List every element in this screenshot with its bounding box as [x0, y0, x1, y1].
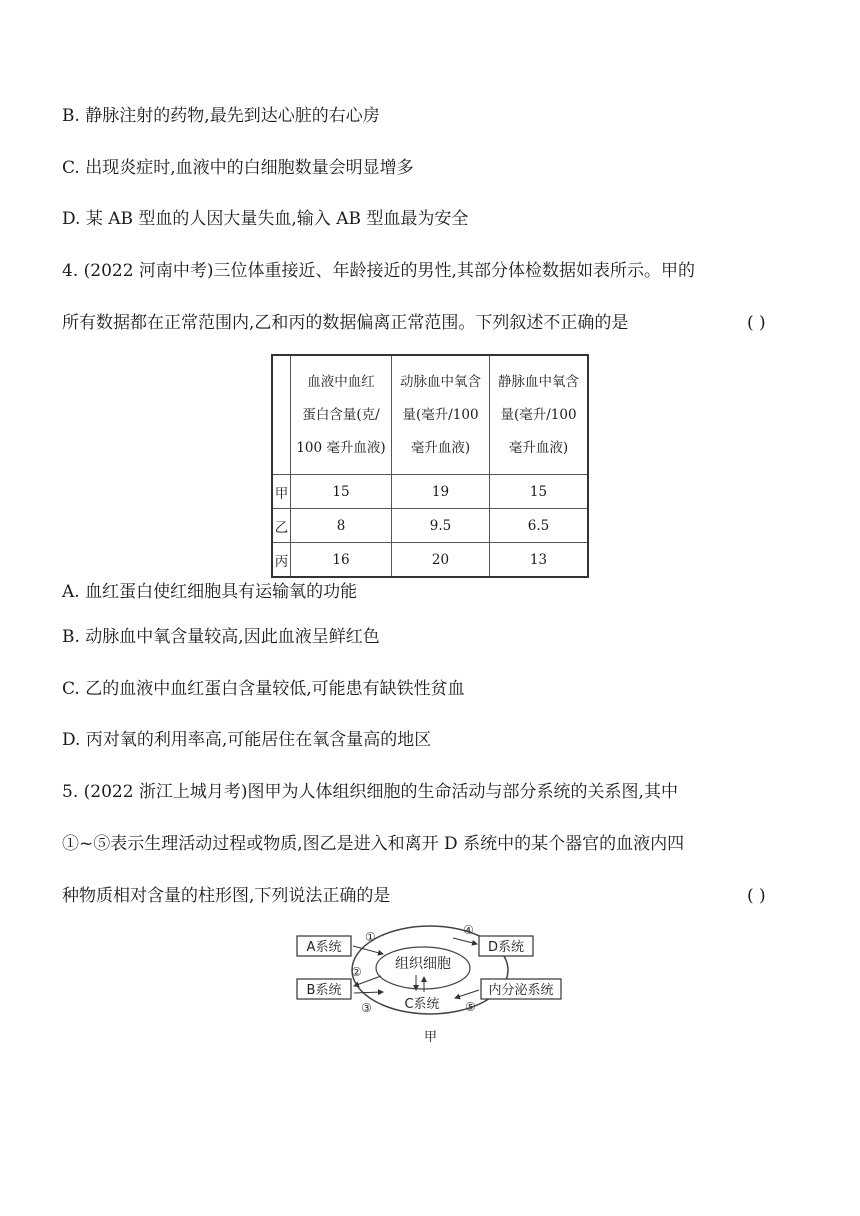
- marker-1: ①: [365, 930, 376, 944]
- cell-venous: 13: [490, 543, 589, 578]
- row-label: 乙: [272, 509, 291, 543]
- question-4-line-2: 所有数据都在正常范围内,乙和丙的数据偏离正常范围。下列叙述不正确的是: [62, 313, 629, 333]
- header-hemoglobin-line2: 蛋白含量(克/: [302, 406, 380, 423]
- marker-5: ⑤: [465, 1000, 476, 1014]
- question-5-line-1: 5. (2022 浙江上城月考)图甲为人体组织细胞的生命活动与部分系统的关系图,其中: [62, 782, 678, 802]
- option-4d: D. 丙对氧的利用率高,可能居住在氧含量高的地区: [62, 730, 432, 750]
- b-system-label: B系统: [306, 983, 342, 998]
- header-arterial-line1: 动脉血中氧含: [400, 373, 481, 390]
- answer-blank-5: ( ): [747, 886, 766, 906]
- header-hemoglobin-line3: 100 毫升血液): [296, 439, 386, 456]
- header-venous-line3: 毫升血液): [508, 439, 569, 456]
- question-5-line-2: ①~⑤表示生理活动过程或物质,图乙是进入和离开 D 系统中的某个器官的血液内四: [62, 834, 685, 854]
- marker-3: ③: [361, 1001, 372, 1015]
- option-3b: B. 静脉注射的药物,最先到达心脏的右心房: [62, 106, 380, 126]
- c-system-label: C系统: [404, 997, 440, 1012]
- table-corner-cell: [272, 355, 291, 475]
- row-label: 甲: [272, 475, 291, 509]
- table-header-row: [272, 355, 588, 475]
- arrow-4-icon: [453, 938, 477, 944]
- header-hemoglobin: [291, 355, 392, 475]
- header-arterial-line3: 毫升血液): [410, 439, 471, 456]
- cell-venous: 15: [490, 475, 589, 509]
- system-relationship-diagram: [295, 920, 565, 1020]
- header-venous-oxygen: [490, 355, 589, 475]
- marker-2: ②: [351, 965, 362, 979]
- question-5-line-3: 种物质相对含量的柱形图,下列说法正确的是: [62, 886, 391, 906]
- arrow-3-icon: [354, 992, 383, 993]
- question-4-line-1: 4. (2022 河南中考)三位体重接近、年龄接近的男性,其部分体检数据如表所示。甲的: [62, 261, 695, 281]
- health-data-table: [271, 354, 589, 578]
- row-label: 丙: [272, 543, 291, 578]
- option-3c: C. 出现炎症时,血液中的白细胞数量会明显增多: [62, 158, 414, 178]
- arrow-5-icon: [455, 990, 479, 998]
- cell-arterial: 19: [392, 475, 490, 509]
- table-row: [272, 509, 588, 543]
- answer-blank-4: ( ): [747, 313, 766, 333]
- option-4a: A. 血红蛋白使红细胞具有运输氧的功能: [62, 582, 358, 602]
- diagram-caption: 甲: [424, 1030, 438, 1045]
- option-3d: D. 某 AB 型血的人因大量失血,输入 AB 型血最为安全: [62, 209, 469, 229]
- option-4b: B. 动脉血中氧含量较高,因此血液呈鲜红色: [62, 627, 380, 647]
- table-row: [272, 475, 588, 509]
- header-hemoglobin-line1: 血液中血红: [307, 373, 375, 390]
- d-system-label: D系统: [487, 940, 525, 955]
- header-venous-line1: 静脉血中氧含: [498, 373, 579, 390]
- cell-hemoglobin: 15: [291, 475, 392, 509]
- cell-arterial: 9.5: [392, 509, 490, 543]
- cell-arterial: 20: [392, 543, 490, 578]
- tissue-cell-label: 组织细胞: [395, 956, 451, 972]
- cell-hemoglobin: 8: [291, 509, 392, 543]
- table-row: [272, 543, 588, 578]
- endocrine-system-label: 内分泌系统: [488, 983, 554, 998]
- marker-4: ④: [463, 923, 474, 937]
- header-arterial-oxygen: [392, 355, 490, 475]
- option-4c: C. 乙的血液中血红蛋白含量较低,可能患有缺铁性贫血: [62, 679, 465, 699]
- cell-hemoglobin: 16: [291, 543, 392, 578]
- cell-venous: 6.5: [490, 509, 589, 543]
- header-arterial-line2: 量(毫升/100: [402, 406, 479, 423]
- a-system-label: A系统: [306, 940, 342, 955]
- header-venous-line2: 量(毫升/100: [500, 406, 577, 423]
